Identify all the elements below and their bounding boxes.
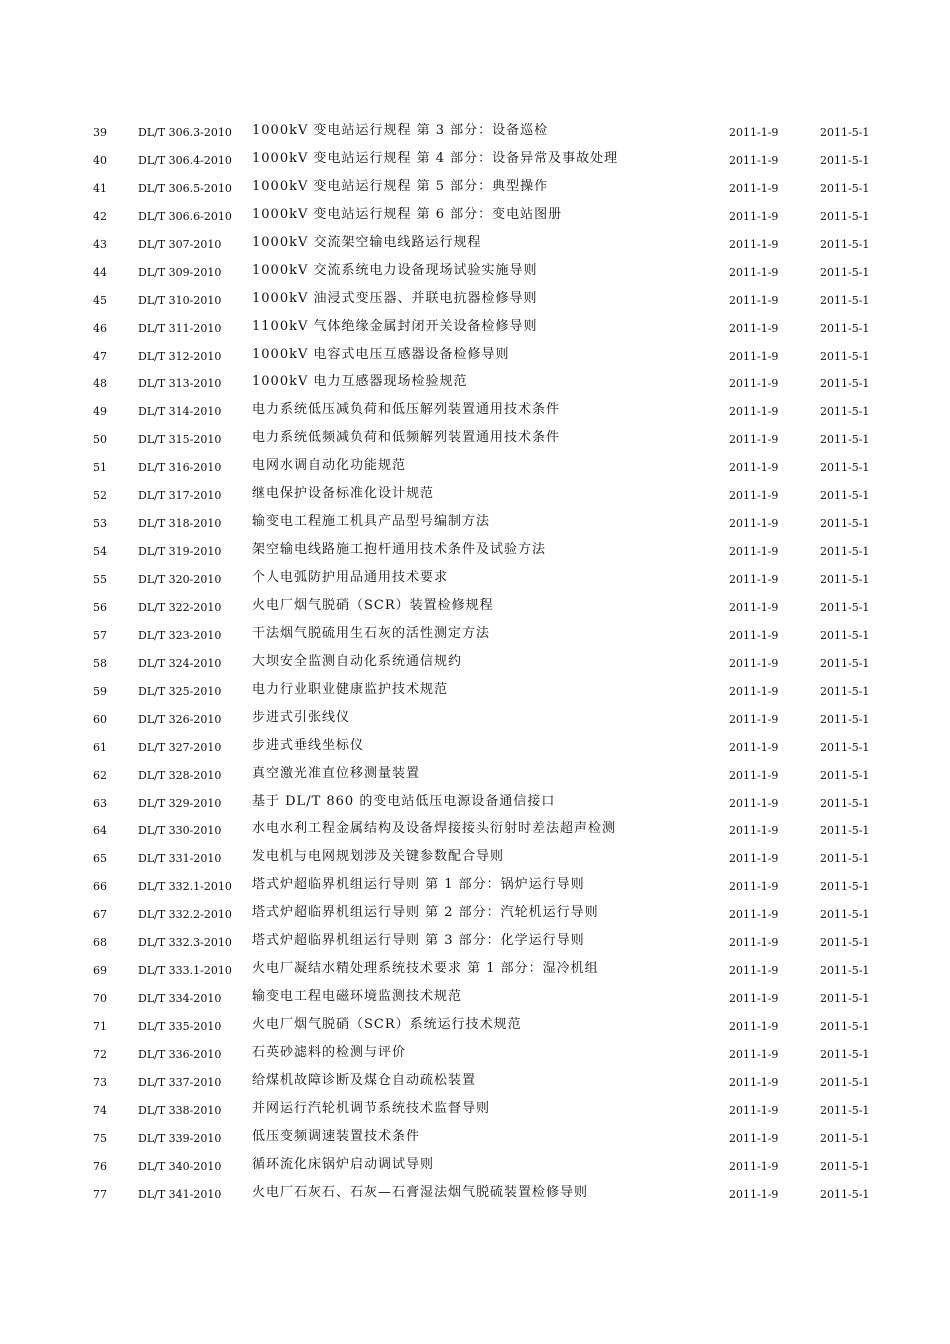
- row-number: 72: [93, 1047, 107, 1061]
- row-number: 73: [93, 1075, 107, 1089]
- standard-title: 低压变频调速装置技术条件: [252, 1128, 421, 1144]
- standard-title: 并网运行汽轮机调节系统技术监督导则: [252, 1100, 491, 1116]
- standard-title: 塔式炉超临界机组运行导则 第 2 部分：汽轮机运行导则: [252, 905, 599, 921]
- table-row: [0, 1069, 950, 1097]
- effective-date: 2011-5-1: [820, 768, 870, 782]
- standard-code: DL/T 324-2010: [138, 656, 222, 670]
- issue-date: 2011-1-9: [729, 1159, 779, 1173]
- issue-date: 2011-1-9: [729, 489, 779, 503]
- effective-date: 2011-5-1: [820, 377, 870, 391]
- standard-title: 火电厂烟气脱硝（SCR）装置检修规程: [252, 597, 494, 613]
- standard-title: 火电厂石灰石、石灰—石膏湿法烟气脱硫装置检修导则: [252, 1184, 589, 1200]
- standard-title: 干法烟气脱硫用生石灰的活性测定方法: [252, 625, 491, 641]
- table-row: [0, 259, 950, 287]
- effective-date: 2011-5-1: [820, 628, 870, 642]
- table-row: [0, 1153, 950, 1181]
- row-number: 74: [93, 1103, 107, 1117]
- effective-date: 2011-5-1: [820, 908, 870, 922]
- standard-code: DL/T 306.6-2010: [138, 209, 232, 223]
- table-row: [0, 1097, 950, 1125]
- row-number: 59: [93, 684, 107, 698]
- standard-title: 大坝安全监测自动化系统通信规约: [252, 653, 463, 669]
- table-row: [0, 1181, 950, 1209]
- standard-title: 给煤机故障诊断及煤仓自动疏松装置: [252, 1072, 477, 1088]
- row-number: 44: [93, 265, 107, 279]
- standard-code: DL/T 334-2010: [138, 992, 222, 1006]
- table-row: [0, 845, 950, 873]
- row-number: 43: [93, 237, 107, 251]
- row-number: 40: [93, 153, 107, 167]
- effective-date: 2011-5-1: [820, 740, 870, 754]
- standard-title: 1000kV 油浸式变压器、并联电抗器检修导则: [252, 290, 538, 306]
- row-number: 75: [93, 1131, 107, 1145]
- issue-date: 2011-1-9: [729, 545, 779, 559]
- standard-title: 循环流化床锅炉启动调试导则: [252, 1156, 435, 1172]
- standard-title: 继电保护设备标准化设计规范: [252, 486, 435, 502]
- effective-date: 2011-5-1: [820, 992, 870, 1006]
- issue-date: 2011-1-9: [729, 265, 779, 279]
- issue-date: 2011-1-9: [729, 936, 779, 950]
- effective-date: 2011-5-1: [820, 573, 870, 586]
- standard-title: 1000kV 变电站运行规程 第 4 部分：设备异常及事故处理: [252, 150, 619, 166]
- standard-title: 输变电工程施工机具产品型号编制方法: [252, 514, 491, 530]
- standard-code: DL/T 311-2010: [138, 321, 222, 335]
- issue-date: 2011-1-9: [729, 377, 779, 391]
- effective-date: 2011-5-1: [820, 489, 870, 503]
- standard-code: DL/T 340-2010: [138, 1159, 222, 1173]
- standard-code: DL/T 323-2010: [138, 628, 222, 642]
- issue-date: 2011-1-9: [729, 1020, 779, 1033]
- issue-date: 2011-1-9: [729, 880, 779, 894]
- issue-date: 2011-1-9: [729, 293, 779, 307]
- row-number: 57: [93, 628, 107, 642]
- table-row: [0, 734, 950, 762]
- effective-date: 2011-5-1: [820, 209, 870, 223]
- issue-date: 2011-1-9: [729, 1187, 779, 1201]
- standard-title: 步进式引张线仪: [252, 709, 351, 725]
- row-number: 48: [93, 377, 107, 391]
- effective-date: 2011-5-1: [820, 153, 870, 167]
- issue-date: 2011-1-9: [729, 126, 779, 139]
- table-row: [0, 426, 950, 454]
- effective-date: 2011-5-1: [820, 600, 870, 614]
- table-row: [0, 538, 950, 566]
- row-number: 49: [93, 405, 107, 419]
- issue-date: 2011-1-9: [729, 796, 779, 810]
- standard-code: DL/T 332.2-2010: [138, 908, 232, 922]
- standard-title: 发电机与电网规划涉及关键参数配合导则: [252, 849, 505, 865]
- table-row: [0, 929, 950, 957]
- issue-date: 2011-1-9: [729, 768, 779, 782]
- effective-date: 2011-5-1: [820, 1047, 870, 1061]
- row-number: 69: [93, 964, 107, 978]
- issue-date: 2011-1-9: [729, 461, 779, 475]
- standard-title: 输变电工程电磁环境监测技术规范: [252, 989, 463, 1005]
- standard-title: 基于 DL/T 860 的变电站低压电源设备通信接口: [252, 793, 556, 809]
- row-number: 76: [93, 1159, 107, 1173]
- issue-date: 2011-1-9: [729, 908, 779, 922]
- standard-title: 火电厂凝结水精处理系统技术要求 第 1 部分：湿冷机组: [252, 961, 599, 977]
- row-number: 60: [93, 712, 107, 726]
- standard-code: DL/T 325-2010: [138, 684, 222, 698]
- row-number: 77: [93, 1187, 107, 1201]
- standard-code: DL/T 322-2010: [138, 600, 222, 614]
- table-row: [0, 873, 950, 901]
- standard-code: DL/T 317-2010: [138, 489, 222, 503]
- effective-date: 2011-5-1: [820, 1187, 870, 1201]
- standard-code: DL/T 314-2010: [138, 405, 222, 419]
- effective-date: 2011-5-1: [820, 545, 870, 559]
- effective-date: 2011-5-1: [820, 796, 870, 810]
- issue-date: 2011-1-9: [729, 153, 779, 167]
- standard-code: DL/T 337-2010: [138, 1075, 222, 1089]
- standard-code: DL/T 306.5-2010: [138, 181, 232, 195]
- standard-title: 1000kV 电力互感器现场检验规范: [252, 374, 468, 390]
- table-row: [0, 901, 950, 929]
- standard-code: DL/T 330-2010: [138, 824, 222, 838]
- standard-code: DL/T 335-2010: [138, 1020, 222, 1033]
- issue-date: 2011-1-9: [729, 209, 779, 223]
- standard-code: DL/T 339-2010: [138, 1131, 222, 1145]
- standard-title: 1000kV 交流架空输电线路运行规程: [252, 234, 482, 250]
- row-number: 45: [93, 293, 107, 307]
- issue-date: 2011-1-9: [729, 1047, 779, 1061]
- standard-code: DL/T 306.3-2010: [138, 126, 232, 139]
- effective-date: 2011-5-1: [820, 936, 870, 950]
- table-row: [0, 398, 950, 426]
- table-row: [0, 175, 950, 203]
- standard-title: 1000kV 电容式电压互感器设备检修导则: [252, 346, 510, 362]
- standard-title: 电力系统低频减负荷和低频解列装置通用技术条件: [252, 430, 561, 446]
- standard-code: DL/T 307-2010: [138, 237, 222, 251]
- standard-code: DL/T 320-2010: [138, 573, 222, 586]
- effective-date: 2011-5-1: [820, 321, 870, 335]
- issue-date: 2011-1-9: [729, 1103, 779, 1117]
- row-number: 41: [93, 181, 107, 195]
- effective-date: 2011-5-1: [820, 293, 870, 307]
- issue-date: 2011-1-9: [729, 824, 779, 838]
- row-number: 64: [93, 824, 107, 838]
- standard-title: 步进式垂线坐标仪: [252, 737, 365, 753]
- standard-code: DL/T 319-2010: [138, 545, 222, 559]
- row-number: 68: [93, 936, 107, 950]
- table-row: [0, 454, 950, 482]
- row-number: 46: [93, 321, 107, 335]
- standard-code: DL/T 332.3-2010: [138, 936, 232, 950]
- issue-date: 2011-1-9: [729, 600, 779, 614]
- effective-date: 2011-5-1: [820, 880, 870, 894]
- effective-date: 2011-5-1: [820, 461, 870, 475]
- issue-date: 2011-1-9: [729, 712, 779, 726]
- standard-code: DL/T 333.1-2010: [138, 964, 232, 978]
- standard-title: 架空输电线路施工抱杆通用技术条件及试验方法: [252, 542, 547, 558]
- row-number: 61: [93, 740, 107, 754]
- standard-code: DL/T 329-2010: [138, 796, 222, 810]
- table-row: [0, 343, 950, 371]
- standard-code: DL/T 309-2010: [138, 265, 222, 279]
- row-number: 42: [93, 209, 107, 223]
- table-row: [0, 985, 950, 1013]
- standard-code: DL/T 341-2010: [138, 1187, 222, 1201]
- table-row: [0, 510, 950, 538]
- effective-date: 2011-5-1: [820, 824, 870, 838]
- standard-title: 个人电弧防护用品通用技术要求: [252, 570, 449, 585]
- row-number: 71: [93, 1020, 107, 1033]
- effective-date: 2011-5-1: [820, 656, 870, 670]
- row-number: 62: [93, 768, 107, 782]
- row-number: 63: [93, 796, 107, 810]
- row-number: 70: [93, 992, 107, 1006]
- standard-code: DL/T 313-2010: [138, 377, 222, 391]
- standard-title: 电力行业职业健康监护技术规范: [252, 681, 449, 697]
- standard-code: DL/T 338-2010: [138, 1103, 222, 1117]
- standard-code: DL/T 315-2010: [138, 433, 222, 447]
- standard-code: DL/T 327-2010: [138, 740, 222, 754]
- issue-date: 2011-1-9: [729, 349, 779, 363]
- table-row: [0, 762, 950, 790]
- standard-title: 真空激光准直位移测量装置: [252, 765, 421, 781]
- row-number: 52: [93, 489, 107, 503]
- standard-title: 1000kV 变电站运行规程 第 6 部分：变电站图册: [252, 206, 563, 222]
- effective-date: 2011-5-1: [820, 1103, 870, 1117]
- issue-date: 2011-1-9: [729, 852, 779, 866]
- row-number: 50: [93, 433, 107, 447]
- table-row: [0, 370, 950, 398]
- effective-date: 2011-5-1: [820, 181, 870, 195]
- issue-date: 2011-1-9: [729, 321, 779, 335]
- table-row: [0, 594, 950, 622]
- row-number: 47: [93, 349, 107, 363]
- effective-date: 2011-5-1: [820, 1159, 870, 1173]
- row-number: 56: [93, 600, 107, 614]
- standard-code: DL/T 332.1-2010: [138, 880, 232, 894]
- effective-date: 2011-5-1: [820, 1075, 870, 1089]
- issue-date: 2011-1-9: [729, 628, 779, 642]
- issue-date: 2011-1-9: [729, 433, 779, 447]
- table-row: [0, 622, 950, 650]
- standard-title: 1100kV 气体绝缘金属封闭开关设备检修导则: [252, 318, 538, 334]
- issue-date: 2011-1-9: [729, 237, 779, 251]
- effective-date: 2011-5-1: [820, 237, 870, 251]
- effective-date: 2011-5-1: [820, 1020, 870, 1033]
- issue-date: 2011-1-9: [729, 181, 779, 195]
- issue-date: 2011-1-9: [729, 684, 779, 698]
- issue-date: 2011-1-9: [729, 405, 779, 419]
- standard-title: 电网水调自动化功能规范: [252, 458, 407, 474]
- issue-date: 2011-1-9: [729, 656, 779, 670]
- table-row: [0, 1013, 950, 1041]
- effective-date: 2011-5-1: [820, 964, 870, 978]
- effective-date: 2011-5-1: [820, 349, 870, 363]
- table-row: [0, 1041, 950, 1069]
- row-number: 51: [93, 461, 107, 475]
- standard-title: 火电厂烟气脱硝（SCR）系统运行技术规范: [252, 1017, 522, 1032]
- standard-title: 水电水利工程金属结构及设备焊接接头衍射时差法超声检测: [252, 821, 617, 837]
- issue-date: 2011-1-9: [729, 992, 779, 1006]
- table-row: [0, 1125, 950, 1153]
- issue-date: 2011-1-9: [729, 573, 779, 586]
- standard-code: DL/T 312-2010: [138, 349, 222, 363]
- effective-date: 2011-5-1: [820, 126, 870, 139]
- table-row: [0, 482, 950, 510]
- effective-date: 2011-5-1: [820, 1131, 870, 1145]
- effective-date: 2011-5-1: [820, 852, 870, 866]
- effective-date: 2011-5-1: [820, 433, 870, 447]
- standard-code: DL/T 326-2010: [138, 712, 222, 726]
- row-number: 65: [93, 852, 107, 866]
- issue-date: 2011-1-9: [729, 1075, 779, 1089]
- row-number: 55: [93, 573, 107, 586]
- issue-date: 2011-1-9: [729, 740, 779, 754]
- standard-code: DL/T 306.4-2010: [138, 153, 232, 167]
- row-number: 53: [93, 517, 107, 531]
- effective-date: 2011-5-1: [820, 517, 870, 531]
- standard-title: 电力系统低压减负荷和低压解列装置通用技术条件: [252, 402, 561, 418]
- standard-code: DL/T 328-2010: [138, 768, 222, 782]
- table-row: [0, 203, 950, 231]
- table-row: [0, 119, 950, 147]
- standards-table: [0, 119, 950, 1209]
- issue-date: 2011-1-9: [729, 964, 779, 978]
- standard-code: DL/T 316-2010: [138, 461, 222, 475]
- standard-title: 1000kV 变电站运行规程 第 5 部分：典型操作: [252, 178, 549, 194]
- table-row: [0, 706, 950, 734]
- effective-date: 2011-5-1: [820, 265, 870, 279]
- row-number: 66: [93, 880, 107, 894]
- row-number: 54: [93, 545, 107, 559]
- row-number: 39: [93, 126, 107, 139]
- table-row: [0, 315, 950, 343]
- issue-date: 2011-1-9: [729, 517, 779, 531]
- table-row: [0, 650, 950, 678]
- effective-date: 2011-5-1: [820, 712, 870, 726]
- row-number: 67: [93, 908, 107, 922]
- standard-title: 石英砂滤料的检测与评价: [252, 1044, 407, 1060]
- standard-title: 1000kV 变电站运行规程 第 3 部分：设备巡检: [252, 123, 549, 138]
- standard-title: 塔式炉超临界机组运行导则 第 1 部分：锅炉运行导则: [252, 877, 585, 893]
- standard-title: 塔式炉超临界机组运行导则 第 3 部分：化学运行导则: [252, 933, 585, 949]
- table-row: [0, 287, 950, 315]
- effective-date: 2011-5-1: [820, 405, 870, 419]
- standard-code: DL/T 336-2010: [138, 1047, 222, 1061]
- table-row: [0, 790, 950, 818]
- table-row: [0, 678, 950, 706]
- table-row: [0, 566, 950, 594]
- issue-date: 2011-1-9: [729, 1131, 779, 1145]
- standard-code: DL/T 318-2010: [138, 517, 222, 531]
- effective-date: 2011-5-1: [820, 684, 870, 698]
- table-row: [0, 231, 950, 259]
- table-row: [0, 957, 950, 985]
- standard-code: DL/T 310-2010: [138, 293, 222, 307]
- standard-title: 1000kV 交流系统电力设备现场试验实施导则: [252, 262, 538, 278]
- table-row: [0, 817, 950, 845]
- table-row: [0, 147, 950, 175]
- row-number: 58: [93, 656, 107, 670]
- standard-code: DL/T 331-2010: [138, 852, 222, 866]
